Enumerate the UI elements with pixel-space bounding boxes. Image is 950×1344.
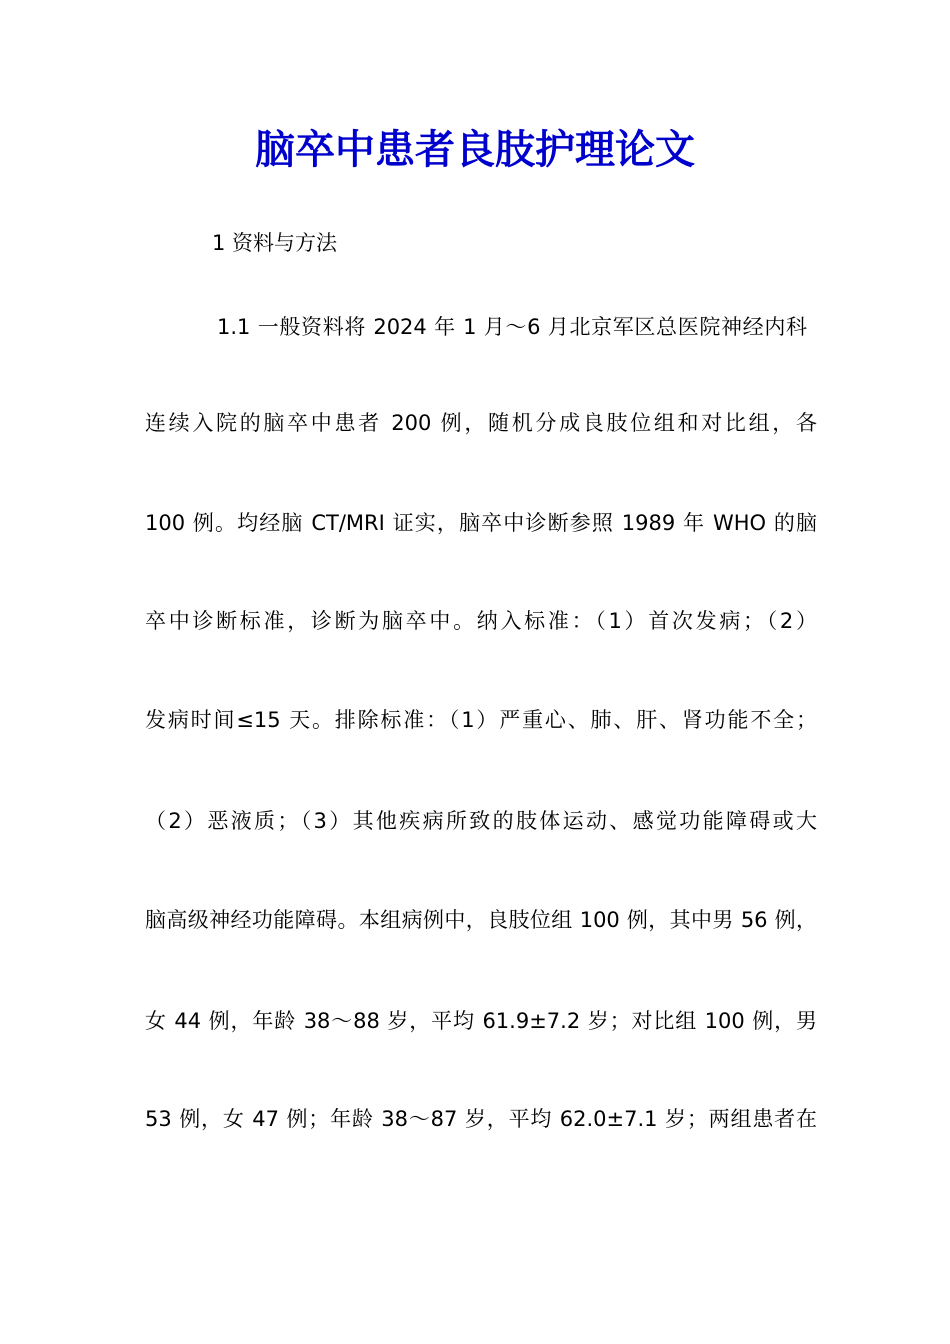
paragraph-line: 1.1 一般资料将 2024 年 1 月～6 月北京军区总医院神经内科 — [217, 315, 807, 339]
paragraph-line: （2）恶液质；（3）其他疾病所致的肢体运动、感觉功能障碍或大 — [145, 809, 817, 833]
paragraph-line: 女 44 例，年龄 38～88 岁，平均 61.9±7.2 岁；对比组 100 例，男 — [145, 1009, 817, 1033]
paragraph-line: 发病时间≤15 天。排除标准：（1）严重心、肺、肝、肾功能不全； — [145, 708, 817, 732]
paragraph-line: 100 例。均经脑 CT/MRI 证实，脑卒中诊断参照 1989 年 WHO 的脑 — [145, 511, 817, 535]
paragraph-line: 连续入院的脑卒中患者 200 例，随机分成良肢位组和对比组，各 — [145, 411, 817, 435]
paragraph-line: 53 例，女 47 例；年龄 38～87 岁，平均 62.0±7.1 岁；两组患者在 — [145, 1107, 817, 1131]
document-title: 脑卒中患者良肢护理论文 — [255, 126, 695, 173]
section-heading: 1 资料与方法 — [212, 231, 338, 255]
paragraph-line: 脑高级神经功能障碍。本组病例中，良肢位组 100 例，其中男 56 例， — [145, 908, 817, 932]
paragraph-line: 卒中诊断标准，诊断为脑卒中。纳入标准：（1）首次发病；（2） — [145, 609, 817, 633]
